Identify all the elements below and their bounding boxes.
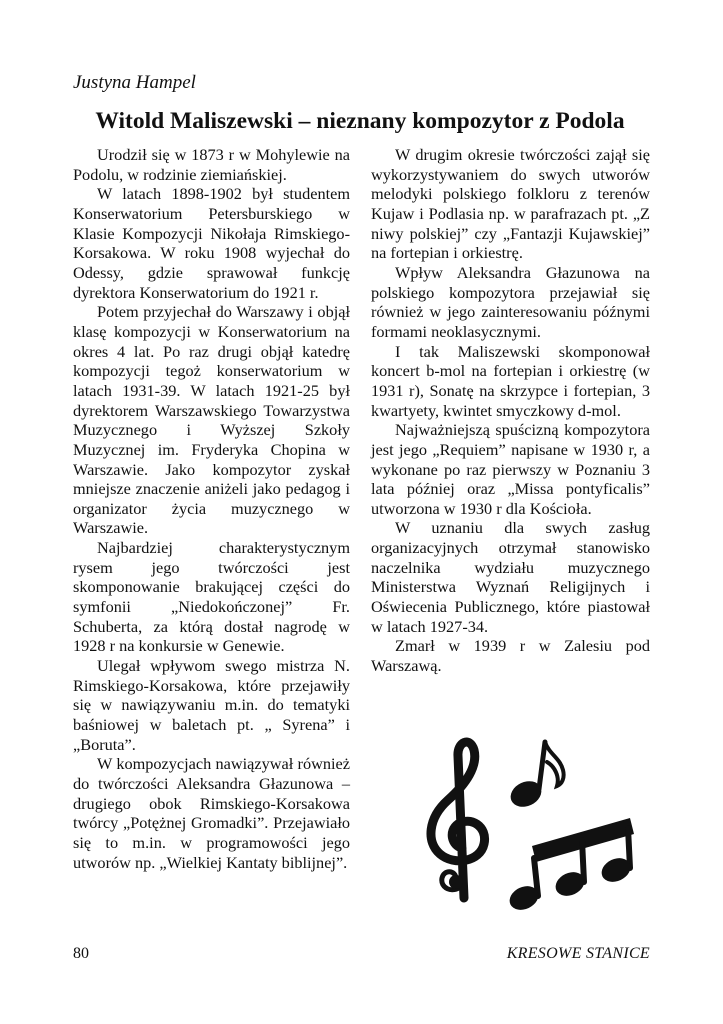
author-name: Justyna Hampel: [73, 72, 196, 93]
paragraph: W drugim okresie twórczości zajął się wykorzystywaniem do swych utworów melodyki polskiego folkloru z terenów Kujaw i Podlasia np. w parafrazach pt. „Z niwy polskiej” czy „Fantazji Kujawskiej” na fortepian i orkiestrę.: [371, 145, 650, 263]
music-notes-icon: [418, 736, 648, 914]
left-column: [73, 145, 350, 872]
right-column: [371, 145, 650, 676]
article-title: Witold Maliszewski – nieznany kompozytor z Podola: [95, 108, 625, 134]
paragraph: W latach 1898-1902 był studentem Konserwatorium Petersburskiego w Klasie Kompozycji Nikołaja Rimskiego-Korsakowa. W roku 1908 wyjechał do Odessy, gdzie sprawował funkcję dyrektora Konserwatorium do 1921 r.: [73, 184, 350, 302]
treble-clef-icon: [431, 742, 485, 898]
page-number: 80: [73, 945, 89, 962]
paragraph: Urodził się w 1873 r w Mohylewie na Podolu, w rodzinie ziemiańskiej.: [73, 145, 350, 184]
paragraph: I tak Maliszewski skomponował koncert b-mol na fortepian i orkiestrę (w 1931 r), Sonatę na skrzypce i fortepian, 3 kwartyety, kwintet smyczkowy d-mol.: [371, 341, 650, 420]
publication-name: KRESOWE STANICE: [506, 945, 650, 962]
paragraph: Wpływ Aleksandra Głazunowa na polskiego kompozytora przejawiał się również w jego zainteresowaniu późnymi formami neoklasycznymi.: [371, 262, 650, 341]
paragraph: W kompozycjach nawiązywał również do twórczości Aleksandra Głazunowa – drugiego obok Rimskiego-Korsakowa twórcy „Potężnej Gromadki”. Przejawiało się to m.in. w programowości jego utworów np. „Wielkiej Kantaty biblijnej”.: [73, 754, 350, 872]
eighth-note-icon: [506, 742, 563, 812]
paragraph: Zmarł w 1939 r w Zalesiu pod Warszawą.: [371, 636, 650, 676]
paragraph: Najbardziej charakterystycznym rysem jego twórczości jest skomponowanie brakującej części do symfonii „Niedokończonej” Fr. Schuberta, za którą dostał nagrodę w 1928 r na konkursie w Genewie.: [73, 538, 350, 656]
paragraph: Ulegał wpływom swego mistrza N. Rimskiego-Korsakowa, które przejawiły się w nawiązywaniu m.in. do tematyki baśniowej w baletach pt. „ Syrena” i „Boruta”.: [73, 656, 350, 754]
paragraph: W uznaniu dla swych zasług organizacyjnych otrzymał stanowisko naczelnika wydziału muzycznego Ministerstwa Wyznań Religijnych i Oświecenia Publicznego, które piastował w latach 1927-34.: [371, 518, 650, 636]
paragraph: Najważniejszą spuścizną kompozytora jest jego „Requiem” napisane w 1930 r, a wykonane po raz pierwszy w Poznaniu 3 lata później oraz „Missa pontyficalis” utworzona w 1930 r dla Kościoła.: [371, 420, 650, 518]
beamed-notes-icon: [506, 818, 634, 914]
paragraph: Potem przyjechał do Warszawy i objął klasę kompozycji w Konserwatorium na okres 4 lat. Po raz drugi objął katedrę kompozycji tegoż konserwatorium w latach 1931-39. W latach 1921-25 był dyrektorem Warszawskiego Towarzystwa Muzycznego i Wyższej Szkoły Muzycznej im. Fryderyka Chopina w Warszawie. Jako kompozytor zyskał mniejsze znaczenie aniżeli jako pedagog i organizator życia muzycznego w Warszawie.: [73, 302, 350, 538]
